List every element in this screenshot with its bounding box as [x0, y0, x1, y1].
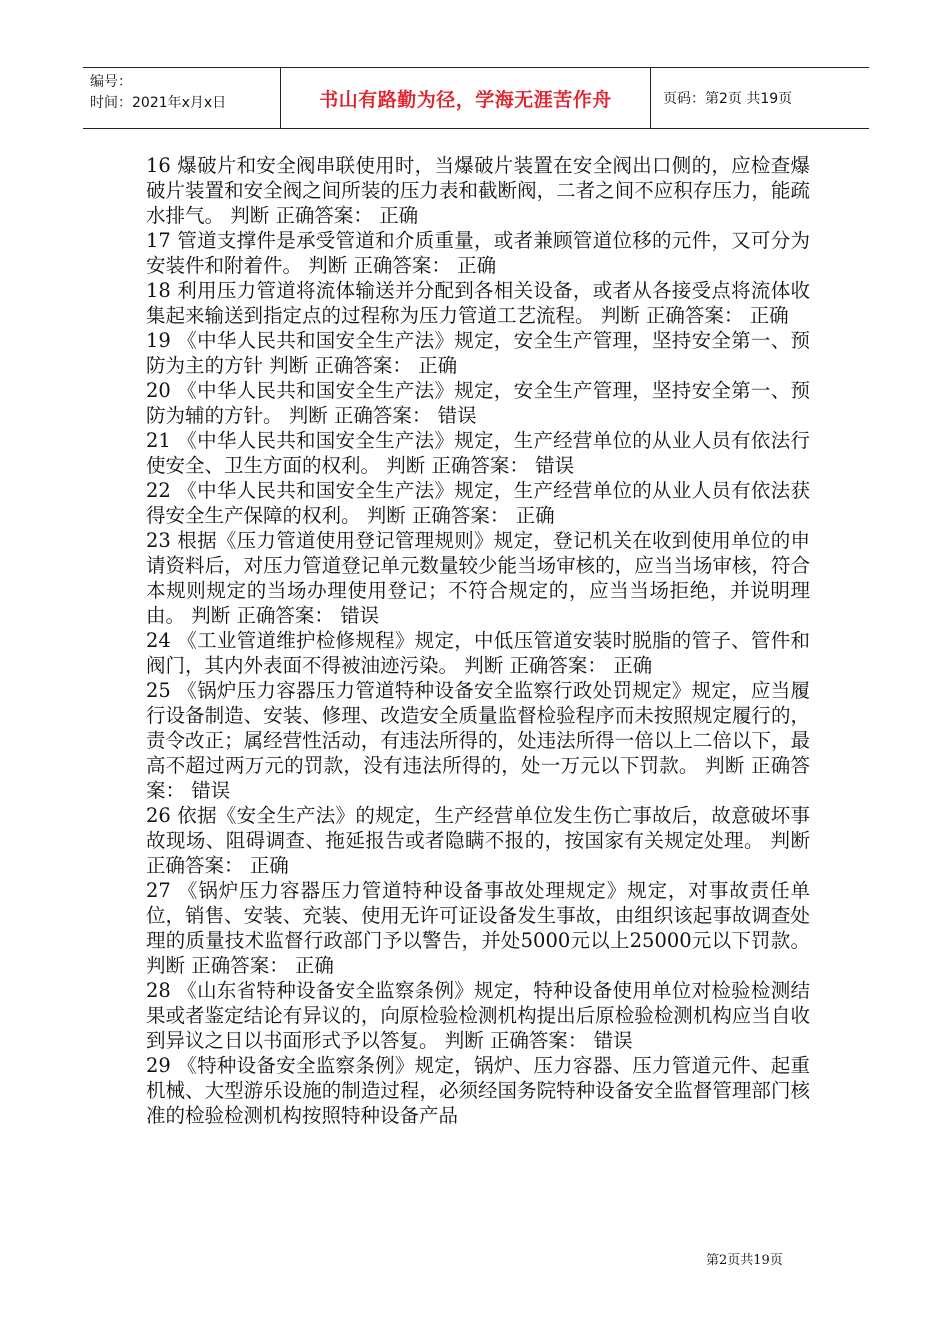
question-item: 17 管道支撑件是承受管道和介质重量，或者兼顾管道位移的元件，又可分为安装件和附着件。 判断 正确答案： 正确: [146, 229, 810, 277]
question-item: 18 利用压力管道将流体输送并分配到各相关设备，或者从各接受点将流体收集起来输送到指定点的过程称为压力管道工艺流程。 判断 正确答案： 正确: [146, 279, 810, 327]
question-item: 23 根据《压力管道使用登记管理规则》规定，登记机关在收到使用单位的申请资料后，对压力管道登记单元数量较少能当场审核的，应当当场审核，符合本规则规定的当场办理使用登记；不符合规定的，应当当场拒绝，并说明理由。 判断 正确答案： 错误: [146, 529, 810, 627]
question-item: 29 《特种设备安全监察条例》规定，锅炉、压力容器、压力管道元件、起重机械、大型游乐设施的制造过程，必须经国务院特种设备安全监督管理部门核准的检验检测机构按照特种设备产品: [146, 1054, 810, 1127]
document-number: 编号：: [90, 74, 132, 90]
header-meta: [83, 68, 281, 128]
page-header: [83, 67, 869, 129]
question-item: 21 《中华人民共和国安全生产法》规定，生产经营单位的从业人员有依法行使安全、卫生方面的权利。 判断 正确答案： 错误: [146, 429, 810, 477]
question-item: 27 《锅炉压力容器压力管道特种设备事故处理规定》规定，对事故责任单位，销售、安装、充装、使用无许可证设备发生事故，由组织该起事故调查处理的质量技术监督行政部门予以警告，并处5000元以上25000元以下罚款。 判断 正确答案： 正确: [146, 879, 810, 977]
question-item: 16 爆破片和安全阀串联使用时，当爆破片装置在安全阀出口侧的，应检查爆破片装置和安全阀之间所装的压力表和截断阀，二者之间不应积存压力，能疏水排气。 判断 正确答案： 正确: [146, 154, 810, 227]
document-time: 时间：2021年x月x日: [90, 95, 227, 111]
page-footer: 第2页共19页: [706, 1253, 783, 1268]
question-item: 26 依据《安全生产法》的规定，生产经营单位发生伤亡事故后，故意破坏事故现场、阻碍调查、拖延报告或者隐瞒不报的，按国家有关规定处理。 判断 正确答案： 正确: [146, 804, 810, 877]
question-item: 19 《中华人民共和国安全生产法》规定，安全生产管理，坚持安全第一、预防为主的方针 判断 正确答案： 正确: [146, 329, 810, 377]
question-item: 24 《工业管道维护检修规程》规定，中低压管道安装时脱脂的管子、管件和阀门，其内外表面不得被油迹污染。 判断 正确答案： 正确: [146, 629, 810, 677]
question-item: 28 《山东省特种设备安全监察条例》规定，特种设备使用单位对检验检测结果或者鉴定结论有异议的，向原检验检测机构提出后原检验检测机构应当自收到异议之日以书面形式予以答复。 判断 正确答案： 错误: [146, 979, 810, 1052]
question-item: 20 《中华人民共和国安全生产法》规定，安全生产管理，坚持安全第一、预防为辅的方针。 判断 正确答案： 错误: [146, 379, 810, 427]
question-item: 25 《锅炉压力容器压力管道特种设备安全监察行政处罚规定》规定，应当履行设备制造、安装、修理、改造安全质量监督检验程序而未按照规定履行的，责令改正；属经营性活动，有违法所得的，处违法所得一倍以上二倍以下，最高不超过两万元的罚款，没有违法所得的，处一万元以下罚款。 判断 正确答案： 错误: [146, 679, 810, 802]
question-item: 22 《中华人民共和国安全生产法》规定，生产经营单位的从业人员有依法获得安全生产保障的权利。 判断 正确答案： 正确: [146, 479, 810, 527]
question-list: [146, 153, 810, 1128]
header-page-number: 页码：第2页 共19页: [663, 91, 793, 107]
header-motto: 书山有路勤为径，学海无涯苦作舟: [281, 68, 651, 128]
